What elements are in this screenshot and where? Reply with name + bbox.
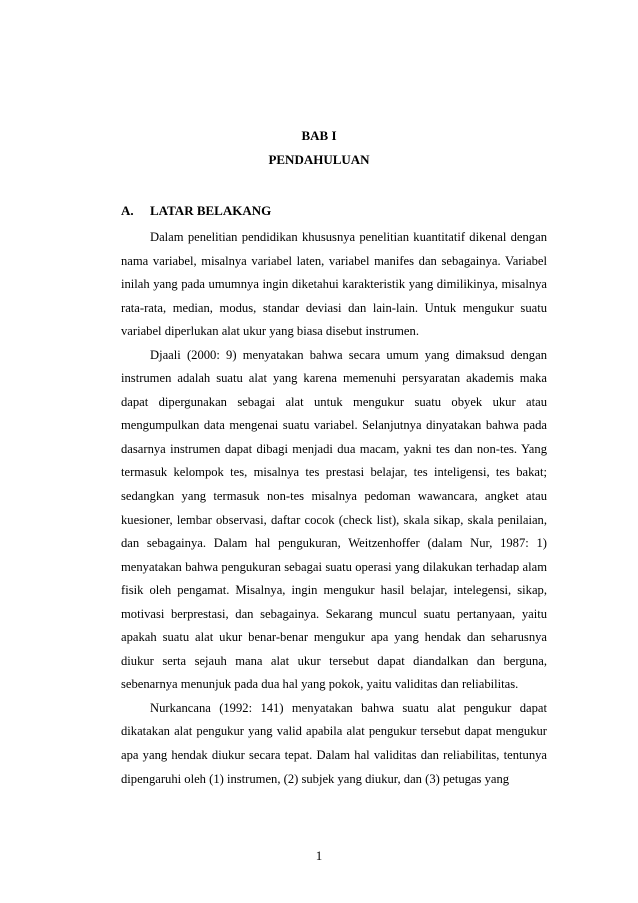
paragraph-3: Nurkancana (1992: 141) menyatakan bahwa suatu alat pengukur dapat dikatakan alat pengukur yang valid apabila alat pengukur tersebut dapat mengukur apa yang hendak diukur secara tepat. Dalam hal validitas dan reliabilitas, tentunya dipengaruhi oleh (1) instrumen, (2) subjek yang diukur, dan (3) petugas yang	[121, 700, 547, 786]
page-number: 1	[315, 848, 323, 863]
body-text	[121, 226, 547, 791]
chapter-number: BAB I	[301, 128, 337, 143]
section-heading	[121, 203, 271, 219]
paragraph-1: Dalam penelitian pendidikan khususnya penelitian kuantitatif dikenal dengan nama variabel, misalnya variabel laten, variabel manifes dan sebagainya. Variabel inilah yang pada umumnya ingin diketahui karakteristik yang dimilikinya, misalnya rata-rata, median, modus, standar deviasi dan lain-lain. Untuk mengukur suatu variabel diperlukan alat ukur yang biasa disebut instrumen.	[121, 230, 547, 339]
section-title: LATAR BELAKANG	[150, 203, 272, 218]
section-number: A.	[121, 203, 134, 218]
paragraph-2: Djaali (2000: 9) menyatakan bahwa secara umum yang dimaksud dengan instrumen adalah suatu alat yang karena memenuhi persyaratan akademis maka dapat dipergunakan sebagai alat untuk mengukur suatu obyek ukur atau mengumpulkan data mengenai suatu variabel. Selanjutnya dinyatakan bahwa pada dasarnya instrumen dapat dibagi menjadi dua macam, yakni tes dan non-tes. Yang termasuk kelompok tes, misalnya tes prestasi belajar, tes inteligensi, tes bakat; sedangkan yang termasuk non-tes misalnya pedoman wawancara, angket atau kuesioner, lembar observasi, daftar cocok (check list), skala sikap, skala penilaian, dan sebagainya. Dalam hal pengukuran, Weitzenhoffer (dalam Nur, 1987: 1) menyatakan bahwa pengukuran sebagai suatu operasi yang dilakukan terhadap alam fisik oleh pengamat. Misalnya, ingin mengukur hasil belajar, intelegensi, sikap, motivasi berprestasi, dan sebagainya. Sekarang muncul suatu pertanyaan, yaitu apakah suatu alat ukur benar-benar mengukur apa yang hendak dan seharusnya diukur serta sejauh mana alat ukur tersebut dapat diandalkan dan berguna, sebenarnya menunjuk pada dua hal yang pokok, yaitu validitas dan reliabilitas.	[121, 347, 547, 692]
chapter-title: PENDAHULUAN	[268, 152, 370, 167]
